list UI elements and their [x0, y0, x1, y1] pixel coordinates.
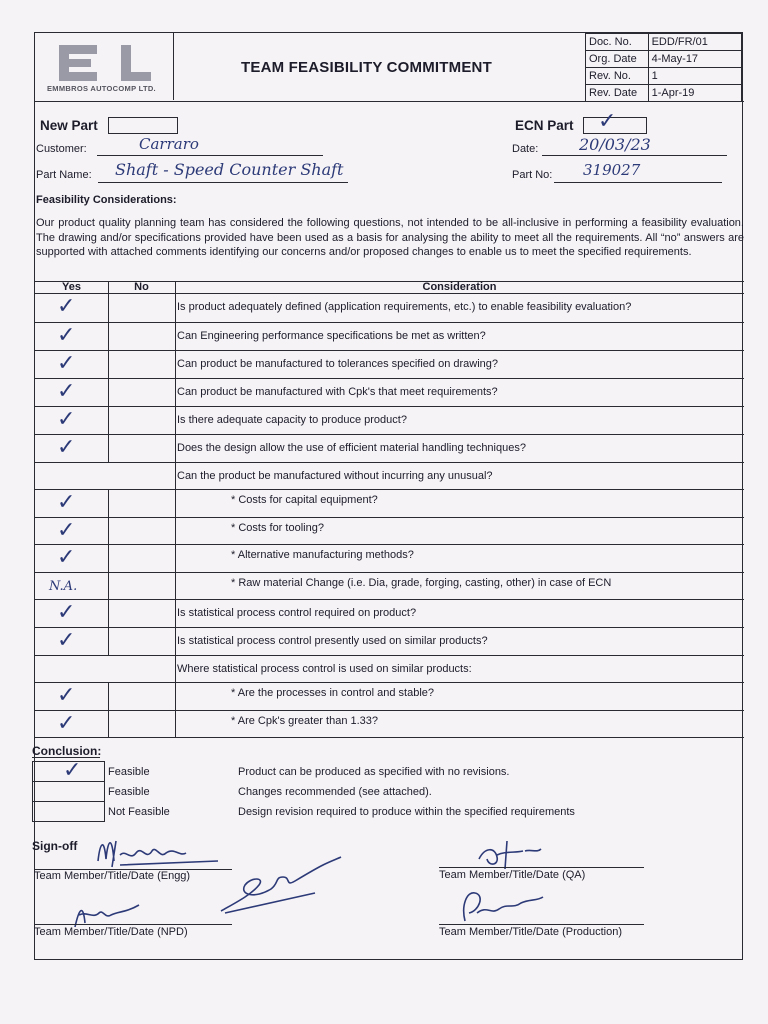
yes-mark-row-13: ✓ [57, 628, 76, 653]
yes-mark-row-16: ✓ [57, 711, 76, 736]
yes-mark-row-8: ✓ [57, 490, 76, 515]
doc-no-value: EDD/FR/01 [648, 34, 741, 51]
consideration-row-15-text: * Are the processes in control and stable? [231, 687, 435, 699]
conclusion-option-2-label: Feasible [108, 786, 150, 798]
production-signoff-label: Team Member/Title/Date (Production) [439, 926, 622, 938]
consideration-row-11-text: * Raw material Change (i.e. Dia, grade, forging, casting, other) in case of ECN [231, 577, 612, 589]
consideration-row-6-text: Does the design allow the use of efficient material handling techniques? [177, 442, 526, 454]
date-label: Date: [512, 143, 539, 155]
customer-value[interactable]: Carraro [139, 135, 199, 153]
customer-label: Customer: [36, 143, 87, 155]
feasibility-heading: Feasibility Considerations: [36, 194, 177, 206]
witness-signature [215, 855, 345, 917]
consideration-row-9-text: * Costs for tooling? [231, 522, 324, 534]
yes-mark-row-9: ✓ [57, 518, 76, 543]
conclusion-option-3-label: Not Feasible [108, 806, 170, 818]
form-title: TEAM FEASIBILITY COMMITMENT [241, 59, 492, 76]
consideration-row-2-text: Can Engineering performance specifications be met as written? [177, 330, 486, 342]
form-page [34, 32, 743, 960]
yes-mark-row-6: ✓ [57, 435, 76, 460]
yes-mark-row-2: ✓ [57, 323, 76, 348]
consideration-row-14-text: Where statistical process control is used on similar products: [177, 663, 472, 675]
no-cell-row-6[interactable] [108, 434, 175, 462]
conclusion-option-3-checkbox[interactable] [32, 801, 105, 822]
consideration-row-8-text: * Costs for capital equipment? [231, 494, 378, 506]
part-name-label: Part Name: [36, 169, 92, 181]
col-header-no: No [134, 281, 149, 293]
no-cell-row-5[interactable] [108, 406, 175, 434]
rev-no-label: Rev. No. [586, 68, 649, 85]
new-part-checkbox[interactable] [108, 117, 178, 134]
org-date-label: Org. Date [586, 51, 649, 68]
org-date-value: 4-May-17 [648, 51, 741, 68]
conclusion-heading: Conclusion: [32, 744, 102, 758]
engg-signoff-label: Team Member/Title/Date (Engg) [34, 870, 191, 882]
no-cell-row-2[interactable] [108, 322, 175, 350]
consideration-row-3-text: Can product be manufactured to tolerances specified on drawing? [177, 358, 499, 370]
new-part-label: New Part [40, 118, 98, 133]
no-cell-row-8[interactable] [108, 489, 175, 517]
conclusion-option-1-label: Feasible [108, 766, 150, 778]
consideration-row-12-text: Is statistical process control required on product? [177, 607, 417, 619]
yes-mark-row-1: ✓ [57, 294, 76, 319]
signoff-heading: Sign-off [32, 839, 78, 853]
consideration-row-16-text: * Are Cpk's greater than 1.33? [231, 715, 379, 727]
npd-signoff-label: Team Member/Title/Date (NPD) [34, 926, 188, 938]
no-cell-row-4[interactable] [108, 378, 175, 406]
no-cell-row-12[interactable] [108, 599, 175, 627]
yes-mark-row-3: ✓ [57, 351, 76, 376]
yes-mark-row-4: ✓ [57, 379, 76, 404]
col-header-consideration: Consideration [422, 281, 497, 293]
consideration-row-10-text: * Alternative manufacturing methods? [231, 549, 414, 561]
qa-signoff-label: Team Member/Title/Date (QA) [439, 869, 586, 881]
part-name-value[interactable]: Shaft - Speed Counter Shaft [115, 160, 344, 179]
part-no-value[interactable]: 319027 [583, 161, 641, 179]
no-cell-row-16[interactable] [108, 710, 175, 737]
no-cell-row-10[interactable] [108, 544, 175, 572]
document-info-table [585, 33, 742, 102]
ecn-part-checkbox[interactable] [583, 109, 647, 134]
conclusion-option-2-description: Changes recommended (see attached). [238, 786, 432, 798]
company-logo-e [59, 45, 97, 81]
consideration-row-1-text: Is product adequately defined (application requirements, etc.) to enable feasibility evaluation? [177, 301, 632, 313]
yes-mark-row-5: ✓ [57, 407, 76, 432]
conclusion-option-1-mark: ✓ [63, 758, 82, 783]
yes-mark-row-10: ✓ [57, 545, 76, 570]
yes-mark-row-15: ✓ [57, 683, 76, 708]
consideration-row-7-text: Can the product be manufactured without incurring any unusual? [177, 470, 493, 482]
ecn-check-mark: ✓ [598, 109, 617, 134]
company-name: EMMBROS AUTOCOMP LTD. [47, 84, 156, 93]
conclusion-option-3-description: Design revision required to produce within the specified requirements [238, 806, 575, 818]
consideration-row-4-text: Can product be manufactured with Cpk's that meet requirements? [177, 386, 498, 398]
doc-no-label: Doc. No. [586, 34, 649, 51]
no-cell-row-11[interactable] [108, 572, 175, 599]
no-cell-row-9[interactable] [108, 517, 175, 544]
production-signature [457, 885, 547, 929]
yes-mark-row-12: ✓ [57, 600, 76, 625]
col-header-yes: Yes [62, 281, 81, 293]
rev-no-value: 1 [648, 68, 741, 85]
no-cell-row-15[interactable] [108, 682, 175, 710]
consideration-row-5-text: Is there adequate capacity to produce product? [177, 414, 407, 426]
engg-signature [90, 831, 230, 873]
conclusion-option-2-checkbox[interactable] [32, 781, 105, 802]
rev-date-value: 1-Apr-19 [648, 85, 741, 102]
no-cell-row-3[interactable] [108, 350, 175, 378]
yes-mark-row-11: N.A. [49, 579, 78, 594]
ecn-part-label: ECN Part [515, 118, 574, 133]
part-no-label: Part No: [512, 169, 553, 181]
rev-date-label: Rev. Date [586, 85, 649, 102]
company-logo-l [121, 45, 151, 81]
no-cell-row-1[interactable] [108, 293, 175, 322]
conclusion-option-1-description: Product can be produced as specified with no revisions. [238, 766, 510, 778]
no-cell-row-13[interactable] [108, 627, 175, 655]
date-value[interactable]: 20/03/23 [579, 135, 651, 154]
feasibility-intro: Our product quality planning team has considered the following questions, not intended to be all-inclusive in performing a feasibility evaluation. The drawing and/or specifications provided have been used as a basis for analysing the ability to meet all the requirements. All “no” answers are supported with attached comments identifying our concerns and/or proposed changes to enable us to meet the specified requirements. [36, 217, 744, 258]
consideration-row-13-text: Is statistical process control presently used on similar products? [177, 635, 488, 647]
